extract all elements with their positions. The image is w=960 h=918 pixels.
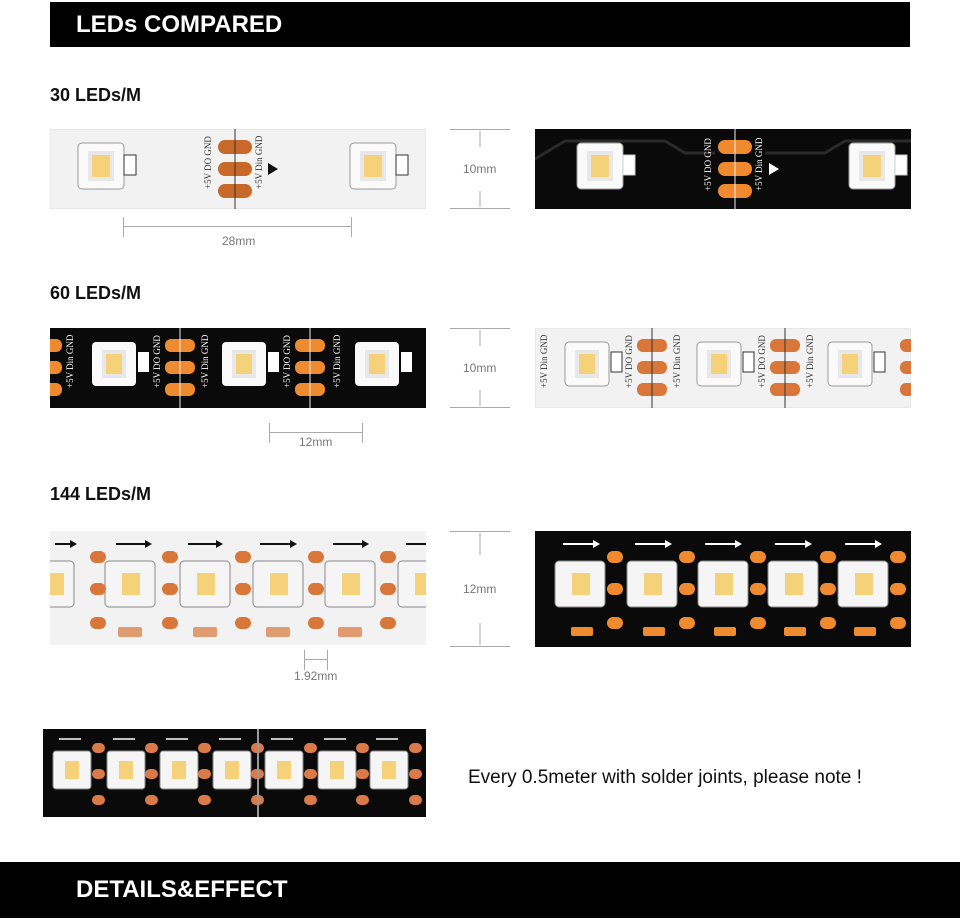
solder-pads (50, 339, 62, 396)
svg-text:+5V Din GND: +5V Din GND (200, 334, 210, 388)
section-banner-leds-compared (50, 2, 910, 47)
led-chip (828, 342, 872, 386)
led-chip (697, 342, 741, 386)
led-chip (565, 342, 609, 386)
section-title-144: 144 LEDs/M (50, 484, 152, 504)
svg-text:+5V DO GND: +5V DO GND (152, 335, 162, 388)
svg-text:+5V DO GND: +5V DO GND (703, 138, 713, 191)
svg-text:+5V Din GND: +5V Din GND (65, 334, 75, 388)
led-chip (92, 342, 136, 386)
section-title-60: 60 LEDs/M (50, 283, 142, 303)
svg-text:+5V Din GND: +5V Din GND (805, 334, 815, 388)
pitch-label-144: 1.92mm (294, 669, 338, 683)
pitch-label-30: 28mm (222, 234, 256, 248)
strip-30-black (535, 129, 911, 209)
strip-60-black (50, 328, 426, 408)
led-chip (78, 143, 124, 189)
strip-144-white (50, 531, 426, 645)
led-chip (222, 342, 266, 386)
strip-144-black (535, 531, 911, 647)
svg-text:+5V DO GND: +5V DO GND (203, 136, 213, 189)
svg-text:+5V DO GND: +5V DO GND (282, 335, 292, 388)
pitch-label-60: 12mm (299, 435, 333, 449)
led-chip (355, 342, 399, 386)
led-chip (577, 143, 623, 189)
svg-text:+5V DO GND: +5V DO GND (757, 335, 767, 388)
section-title-30: 30 LEDs/M (50, 85, 142, 105)
strip-60-white (535, 328, 911, 408)
banner-title: DETAILS&EFFECT (76, 876, 288, 903)
banner-title: LEDs COMPARED (76, 10, 283, 38)
svg-text:+5V Din GND: +5V Din GND (539, 334, 549, 388)
pitch-dimension-144 (304, 650, 328, 670)
svg-text:+5V Din GND: +5V Din GND (672, 334, 682, 388)
solder-joint-note: Every 0.5meter with solder joints, please note ! (468, 767, 862, 788)
strip-solder-joint (43, 729, 426, 817)
section-banner-details-effect (0, 862, 960, 918)
svg-text:+5V Din GND: +5V Din GND (754, 137, 764, 191)
height-label-144: 12mm (463, 582, 497, 596)
strip-30-white (50, 129, 426, 209)
height-label-60: 10mm (463, 361, 497, 375)
svg-text:+5V Din GND: +5V Din GND (332, 334, 342, 388)
led-chip (350, 143, 396, 189)
height-label-30: 10mm (463, 162, 497, 176)
svg-text:+5V Din GND: +5V Din GND (254, 135, 264, 189)
svg-text:+5V DO GND: +5V DO GND (624, 335, 634, 388)
led-chip (849, 143, 895, 189)
